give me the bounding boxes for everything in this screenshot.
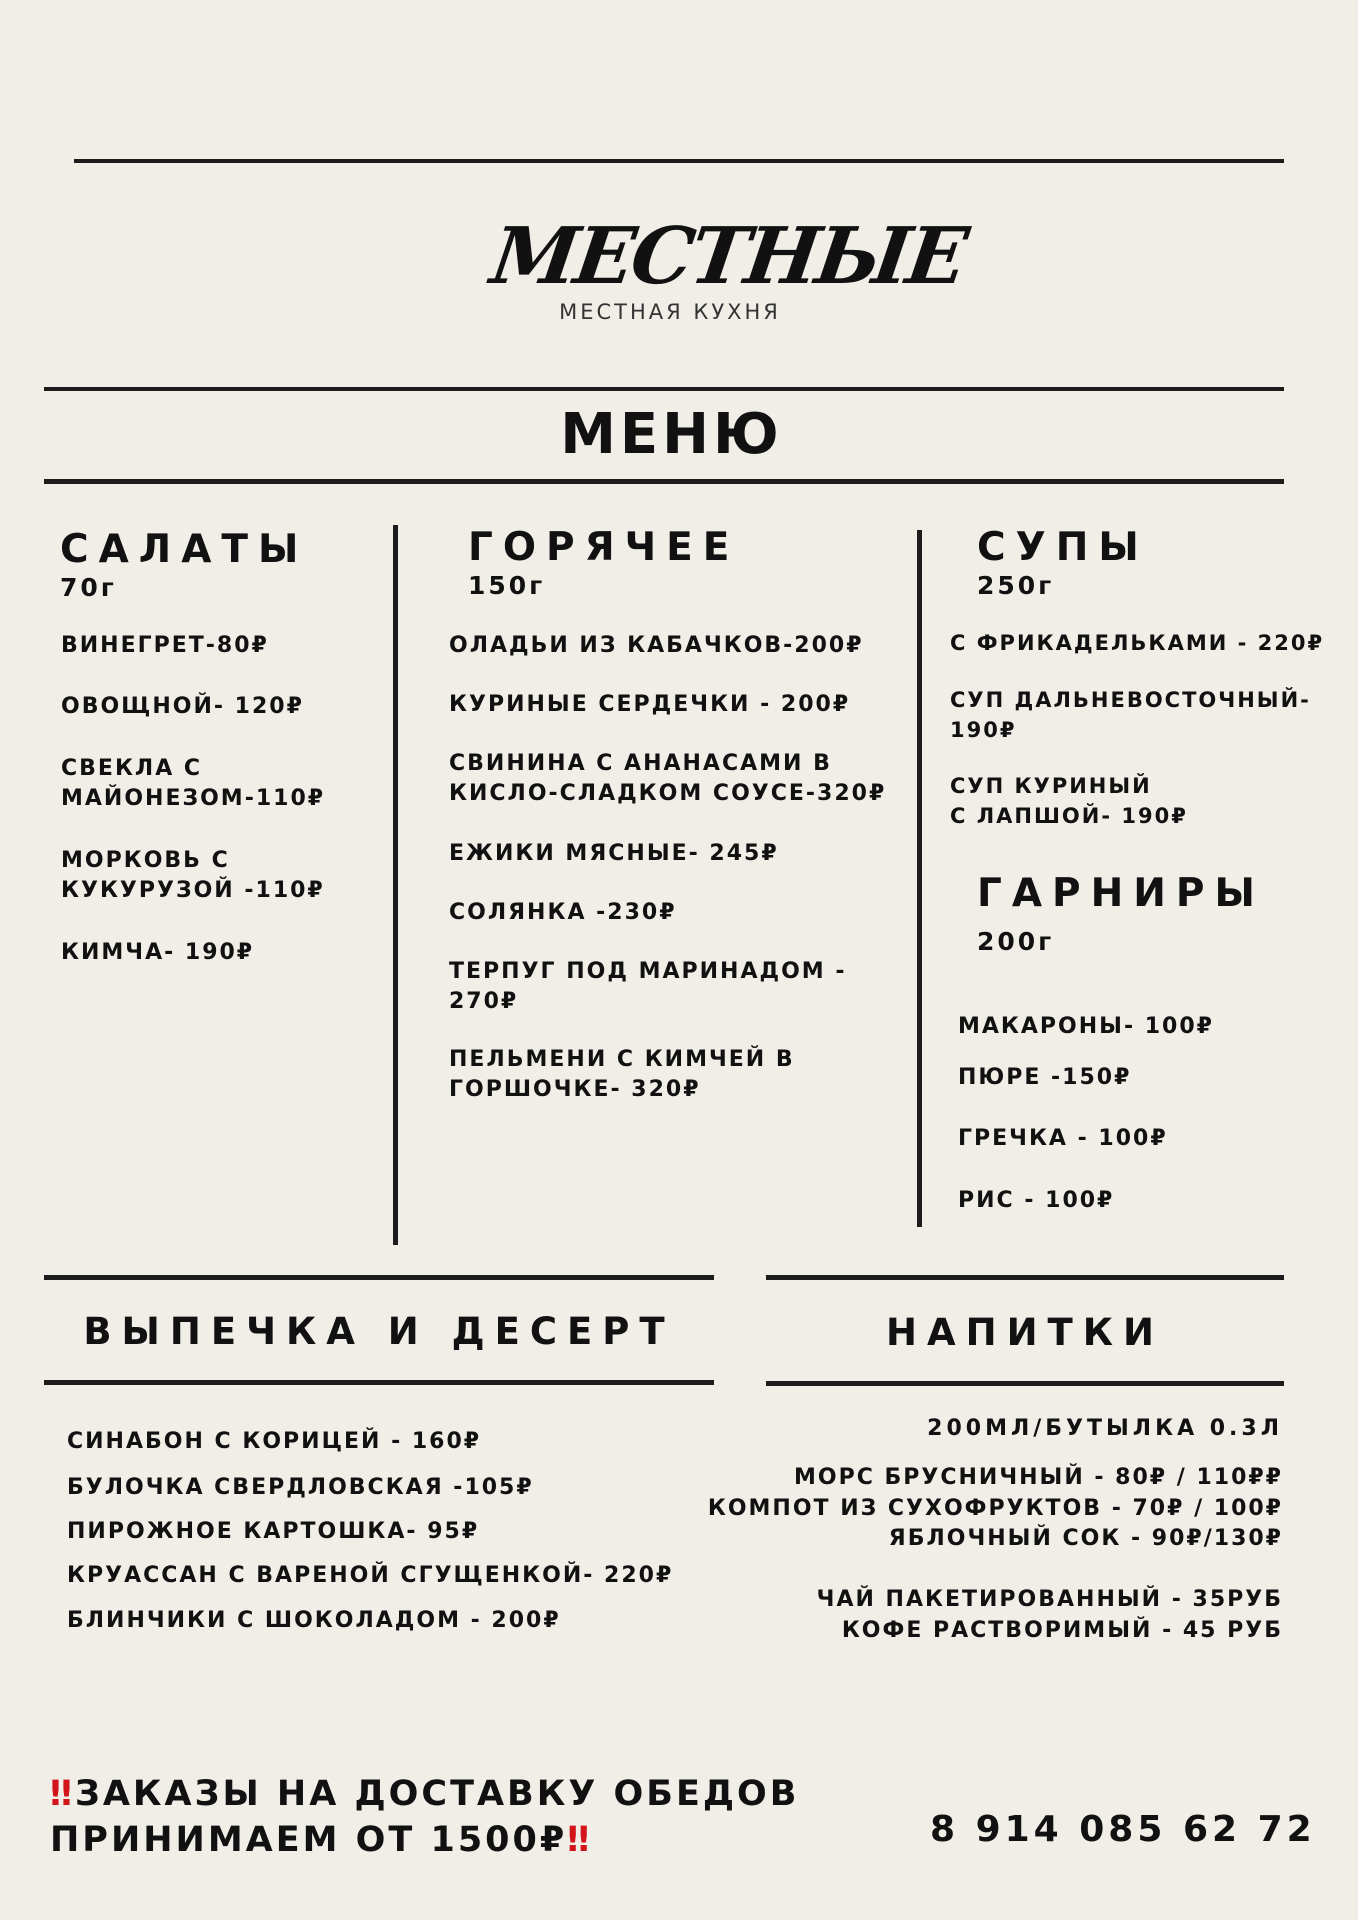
menu-item: СОЛЯНКА -230₽ — [449, 900, 677, 925]
menu-item-line: СВЕКЛА С МАЙОНЕЗОМ-110₽ — [61, 756, 326, 811]
desserts-title: ВЫПЕЧКА И ДЕСЕРТ — [83, 1310, 675, 1353]
menu-item: БУЛОЧКА СВЕРДЛОВСКАЯ -105₽ — [67, 1475, 534, 1500]
hot-header — [468, 525, 740, 600]
soups-header — [977, 525, 1149, 600]
menu-rule-bottom — [44, 479, 1284, 484]
brand-logo: МЕСТНЫЕ — [485, 211, 971, 302]
menu-item — [61, 846, 325, 906]
menu-item — [449, 957, 846, 1017]
drinks-subtitle: 200МЛ/БУТЫЛКА 0.3Л — [927, 1416, 1283, 1441]
menu-item-line: СУП ДАЛЬНЕВОСТОЧНЫЙ- 190₽ — [950, 688, 1311, 742]
menu-item: ЯБЛОЧНЫЙ СОК - 90₽/130₽ — [888, 1526, 1283, 1551]
menu-item: ВИНЕГРЕТ-80₽ — [61, 633, 269, 658]
menu-item: КУРИНЫЕ СЕРДЕЧКИ - 200₽ — [449, 692, 851, 717]
phone-number[interactable]: 8 914 085 62 72 — [930, 1809, 1316, 1850]
menu-item — [449, 749, 886, 809]
menu-item: ПИРОЖНОЕ КАРТОШКА- 95₽ — [67, 1519, 480, 1544]
sides-title: ГАРНИРЫ — [977, 871, 1265, 916]
exclamation-icon: ‼ — [50, 1774, 75, 1814]
delivery-notice-line-2 — [50, 1817, 799, 1863]
menu-item-line: ТЕРПУГ ПОД МАРИНАДОМ - 270₽ — [449, 959, 847, 1014]
column-divider-left — [393, 525, 398, 1245]
hot-weight: 150г — [468, 571, 546, 600]
menu-item: РИС - 100₽ — [958, 1188, 1115, 1213]
menu-item: КИМЧА- 190₽ — [61, 940, 255, 965]
menu-item: МАКАРОНЫ- 100₽ — [958, 1014, 1214, 1039]
menu-item — [950, 685, 1311, 745]
delivery-notice — [50, 1771, 799, 1863]
menu-item-line: СВИНИНА С АНАНАСАМИ В КИСЛО-СЛАДКОМ СОУСЕ-320₽ — [449, 751, 887, 806]
menu-item: БЛИНЧИКИ С ШОКОЛАДОМ - 200₽ — [67, 1608, 561, 1633]
menu-item: ПЮРЕ -150₽ — [958, 1065, 1132, 1090]
desserts-rule-bottom — [44, 1380, 714, 1385]
menu-item: ОВОЩНОЙ- 120₽ — [61, 694, 304, 719]
menu-item: КОМПОТ ИЗ СУХОФРУКТОВ - 70₽ / 100₽ — [707, 1496, 1283, 1521]
salads-title: САЛАТЫ — [60, 527, 309, 572]
menu-item — [449, 1045, 795, 1105]
menu-item — [950, 771, 1188, 831]
menu-item-line: ПЕЛЬМЕНИ С КИМЧЕЙ В ГОРШОЧКЕ- 320₽ — [449, 1047, 795, 1102]
drinks-title: НАПИТКИ — [886, 1311, 1164, 1354]
delivery-notice-text-2: ПРИНИМАЕМ ОТ 1500₽ — [50, 1820, 568, 1860]
exclamation-icon: ‼ — [567, 1820, 593, 1860]
menu-item-line: МОРКОВЬ С КУКУРУЗОЙ -110₽ — [61, 848, 325, 903]
menu-item — [61, 754, 325, 814]
menu-item: КОФЕ РАСТВОРИМЫЙ - 45 РУБ — [841, 1618, 1283, 1643]
sides-weight: 200г — [977, 927, 1055, 956]
menu-title: МЕНЮ — [560, 402, 783, 467]
salads-weight: 70г — [60, 573, 117, 602]
sides-header — [977, 871, 1265, 956]
hot-title: ГОРЯЧЕЕ — [468, 525, 740, 570]
delivery-notice-line-1 — [50, 1771, 799, 1817]
drinks-rule-bottom — [766, 1381, 1284, 1386]
menu-item: КРУАССАН С ВАРЕНОЙ СГУЩЕНКОЙ- 220₽ — [67, 1563, 674, 1588]
menu-item: ГРЕЧКА - 100₽ — [958, 1126, 1168, 1151]
menu-rule-top — [44, 387, 1284, 391]
desserts-rule-top — [44, 1275, 714, 1280]
brand-subtitle: МЕСТНАЯ КУХНЯ — [559, 300, 781, 324]
menu-item: ЕЖИКИ МЯСНЫЕ- 245₽ — [449, 841, 779, 866]
menu-item: ЧАЙ ПАКЕТИРОВАННЫЙ - 35РУБ — [816, 1587, 1283, 1612]
salads-header — [60, 527, 309, 602]
menu-item: ОЛАДЬИ ИЗ КАБАЧКОВ-200₽ — [449, 633, 864, 658]
column-divider-right — [917, 530, 922, 1227]
menu-item: СИНАБОН С КОРИЦЕЙ - 160₽ — [67, 1429, 482, 1454]
menu-item-line: СУП КУРИНЫЙ С ЛАПШОЙ- 190₽ — [950, 774, 1188, 828]
soups-weight: 250г — [977, 571, 1055, 600]
menu-item: С ФРИКАДЕЛЬКАМИ - 220₽ — [950, 631, 1325, 655]
menu-item: МОРС БРУСНИЧНЫЙ - 80₽ / 110₽₽ — [793, 1465, 1283, 1490]
delivery-notice-text-1: ЗАКАЗЫ НА ДОСТАВКУ ОБЕДОВ — [74, 1774, 800, 1814]
top-rule — [74, 159, 1284, 163]
soups-title: СУПЫ — [977, 525, 1149, 570]
drinks-rule-top — [766, 1275, 1284, 1280]
